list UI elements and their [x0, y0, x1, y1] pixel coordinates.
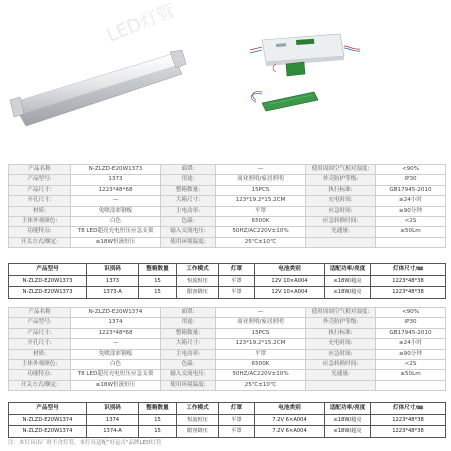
spec-value: GB17945-2010: [376, 328, 446, 338]
spec-label: 产品尺寸:: [9, 328, 71, 338]
spec-label: 执行标准:: [306, 328, 376, 338]
table-cell: 15: [139, 426, 177, 438]
spec-label: 充电时间:: [306, 339, 376, 349]
column-header: 识别码: [87, 264, 139, 276]
spec-label: 主体外观颜色:: [9, 360, 71, 370]
spec-label: 输入交流电压:: [161, 370, 216, 380]
table-cell: 15: [139, 275, 177, 287]
spec-label: 应急转换时间:: [306, 360, 376, 370]
spec-value: IP30: [376, 175, 446, 185]
spec-value: 15PCS: [216, 185, 306, 195]
spec-label: 整箱数量:: [161, 328, 216, 338]
table-cell: 1373-A: [87, 287, 139, 299]
spec-table-1: [8, 164, 446, 248]
column-header: 灯罩: [219, 403, 255, 415]
spec-label: [306, 237, 376, 247]
spec-row: [9, 318, 446, 328]
column-header: 适配功率/亮度: [325, 403, 371, 415]
spec-value: 平罩: [216, 206, 306, 216]
spec-row: [9, 165, 446, 175]
spec-label: 应急时间:: [306, 349, 376, 359]
spec-value: IP30: [376, 318, 446, 328]
spec-label: [306, 380, 376, 390]
spec-value: 商业照明/家居照明: [216, 175, 306, 185]
table-cell: 1373: [87, 275, 139, 287]
table-cell: 1374: [87, 414, 139, 426]
watermark-text: LED灯管: [104, 0, 178, 47]
column-header: 适配功率/亮度: [325, 264, 371, 276]
spec-label: 功能特点:: [9, 227, 71, 237]
spec-value: ≤18W恒流恒压: [71, 237, 161, 247]
table-cell: 1374-A: [87, 426, 139, 438]
spec-row: [9, 328, 446, 338]
spec-value: 1223*48*68: [71, 328, 161, 338]
spec-value: 1374: [71, 318, 161, 328]
spec-value: ≥24小时: [376, 196, 446, 206]
column-header: 灯罩: [219, 264, 255, 276]
spec-value: 商业照明/家居照明: [216, 318, 306, 328]
table-cell: 1223*48*38: [371, 275, 446, 287]
spec-value: [376, 380, 446, 390]
spec-label: 使用周围空气相对湿度:: [306, 308, 376, 318]
column-header: 整箱数量: [139, 403, 177, 415]
spec-label: 面罩:: [161, 165, 216, 175]
table-cell: 限容降压: [177, 287, 219, 299]
spec-value: T8 LED超亮充电恒压应急支架: [71, 370, 161, 380]
column-header: 电池类别: [255, 264, 325, 276]
spec-label: 充电时间:: [306, 196, 376, 206]
spec-value: <2S: [376, 360, 446, 370]
spec-value: —: [216, 165, 306, 175]
spec-value: <2S: [376, 217, 446, 227]
spec-label: 大箱尺寸:: [161, 196, 216, 206]
table-row: [9, 275, 446, 287]
spec-value: N-ZLZD-E20W1373: [71, 165, 161, 175]
spec-row: [9, 349, 446, 359]
spec-value: 白色: [71, 217, 161, 227]
spec-label: 材质:: [9, 206, 71, 216]
spec-label: 产品名称: [9, 165, 71, 175]
spec-label: 主电功率:: [161, 206, 216, 216]
spec-row: [9, 339, 446, 349]
spec-label: 光通量:: [306, 227, 376, 237]
spec-label: 开孔尺寸:: [9, 196, 71, 206]
spec-value: <90%: [376, 165, 446, 175]
spec-value: N-ZLZD-E20W1374: [71, 308, 161, 318]
table-cell: N-ZLZD-E20W1373: [9, 287, 87, 299]
model-header-row: [9, 403, 446, 415]
table-cell: 平罩: [219, 414, 255, 426]
table-cell: 1223*48*38: [371, 414, 446, 426]
table-row: [9, 426, 446, 438]
spec-value: 白色: [71, 360, 161, 370]
table-cell: ≤18W/超亮: [325, 287, 371, 299]
table-cell: 7.2V 6×A004: [255, 414, 325, 426]
spec-label: 用途:: [161, 175, 216, 185]
table-cell: 12V 10×A004: [255, 287, 325, 299]
table-cell: ≤18W/超亮: [325, 426, 371, 438]
table-cell: 恒流恒压: [177, 414, 219, 426]
spec-value: ≥24小时: [376, 339, 446, 349]
spec-row: [9, 308, 446, 318]
spec-label: 开关方式/额定:: [9, 237, 71, 247]
spec-label: 用途:: [161, 318, 216, 328]
model-header-row: [9, 264, 446, 276]
table-cell: ≤18W/超亮: [325, 414, 371, 426]
spec-value: 50HZ/AC220V±10%: [216, 370, 306, 380]
spec-label: 产品尺寸:: [9, 185, 71, 195]
spec-label: 使用环境温度:: [161, 237, 216, 247]
spec-value: 15PCS: [216, 328, 306, 338]
spec-label: 整箱数量:: [161, 185, 216, 195]
spec-value: 123*19.2*15.2CM: [216, 196, 306, 206]
spec-value: —: [71, 196, 161, 206]
spec-label: 面罩:: [161, 308, 216, 318]
spec-value: 免喷涂彩钢板: [71, 349, 161, 359]
spec-label: 产品型号:: [9, 318, 71, 328]
spec-value: 1223*48*68: [71, 185, 161, 195]
spec-row: [9, 185, 446, 195]
table-cell: 平罩: [219, 275, 255, 287]
spec-label: 使用环境温度:: [161, 380, 216, 390]
spec-value: ≥50Lm: [376, 370, 446, 380]
spec-row: [9, 196, 446, 206]
spec-label: 色温:: [161, 360, 216, 370]
product-illustration: [0, 0, 451, 160]
spec-value: 6500K: [216, 360, 306, 370]
spec-value: 免喷涂彩钢板: [71, 206, 161, 216]
spec-value: ≥50Lm: [376, 227, 446, 237]
spec-value: 25℃±10℃: [216, 237, 306, 247]
spec-label: 产品型号:: [9, 175, 71, 185]
table-cell: N-ZLZD-E20W1374: [9, 414, 87, 426]
emergency-driver-image: [250, 34, 360, 76]
column-header: 工作模式: [177, 403, 219, 415]
spec-value: GB17945-2010: [376, 185, 446, 195]
spec-row: [9, 380, 446, 390]
spec-value: ≤18W恒流恒压: [71, 380, 161, 390]
spec-value: —: [216, 308, 306, 318]
spec-value: ≥90分钟: [376, 206, 446, 216]
table-row: [9, 414, 446, 426]
column-header: 产品型号: [9, 264, 87, 276]
spec-value: [376, 237, 446, 247]
spec-value: 50HZ/AC220V±10%: [216, 227, 306, 237]
spec-row: [9, 217, 446, 227]
table-cell: 15: [139, 414, 177, 426]
spec-value: 1373: [71, 175, 161, 185]
spec-label: 应急时间:: [306, 206, 376, 216]
spec-value: ≥90分钟: [376, 349, 446, 359]
table-cell: 7.2V 6×A004: [255, 426, 325, 438]
spec-label: 外壳防护等级:: [306, 318, 376, 328]
column-header: 识别码: [87, 403, 139, 415]
product-photos: [0, 0, 451, 160]
spec-label: 色温:: [161, 217, 216, 227]
spec-label: 产品名称: [9, 308, 71, 318]
table-cell: 限容降压: [177, 426, 219, 438]
spec-row: [9, 360, 446, 370]
model-table-2: [8, 402, 446, 438]
spec-label: 功能特点:: [9, 370, 71, 380]
spec-label: 使用周围空气相对湿度:: [306, 165, 376, 175]
spec-label: 输入交流电压:: [161, 227, 216, 237]
spec-value: 123*19.2*15.2CM: [216, 339, 306, 349]
spec-label: 应急转换时间:: [306, 217, 376, 227]
spec-value: <90%: [376, 308, 446, 318]
spec-value: —: [71, 339, 161, 349]
table-cell: 15: [139, 287, 177, 299]
table-cell: 1223*48*38: [371, 287, 446, 299]
spec-row: [9, 206, 446, 216]
led-tube-fixture-image: [10, 50, 186, 126]
column-header: 电池类别: [255, 403, 325, 415]
table-cell: N-ZLZD-E20W1374: [9, 426, 87, 438]
footnote: 注：本灯具出厂时不含灯管，本灯具适配"好运吉"品牌LED灯管: [8, 440, 162, 446]
spec-row: [9, 227, 446, 237]
spec-label: 材质:: [9, 349, 71, 359]
spec-row: [9, 237, 446, 247]
spec-label: 执行标准:: [306, 185, 376, 195]
table-cell: N-ZLZD-E20W1373: [9, 275, 87, 287]
column-header: 产品型号: [9, 403, 87, 415]
spec-label: 外壳防护等级:: [306, 175, 376, 185]
spec-label: 光通量:: [306, 370, 376, 380]
column-header: 工作模式: [177, 264, 219, 276]
column-header: 灯体尺寸/㎜: [371, 264, 446, 276]
table-cell: 平罩: [219, 426, 255, 438]
spec-label: 主体外观颜色:: [9, 217, 71, 227]
spec-label: 主电功率:: [161, 349, 216, 359]
column-header: 整箱数量: [139, 264, 177, 276]
table-cell: 恒流恒压: [177, 275, 219, 287]
spec-label: 大箱尺寸:: [161, 339, 216, 349]
spec-row: [9, 370, 446, 380]
model-table-1: [8, 263, 446, 299]
table-cell: 平罩: [219, 287, 255, 299]
table-cell: 12V 10×A004: [255, 275, 325, 287]
battery-pack-image: [251, 92, 318, 111]
spec-table-2: [8, 307, 446, 391]
table-cell: ≤18W/超亮: [325, 275, 371, 287]
column-header: 灯体尺寸/㎜: [371, 403, 446, 415]
table-cell: 1223*48*38: [371, 426, 446, 438]
spec-value: T8 LED超亮充电恒压应急支架: [71, 227, 161, 237]
spec-row: [9, 175, 446, 185]
spec-value: 6500K: [216, 217, 306, 227]
spec-label: 开关方式/额定:: [9, 380, 71, 390]
spec-label: 开孔尺寸:: [9, 339, 71, 349]
spec-value: 25℃±10℃: [216, 380, 306, 390]
spec-value: 平罩: [216, 349, 306, 359]
table-row: [9, 287, 446, 299]
